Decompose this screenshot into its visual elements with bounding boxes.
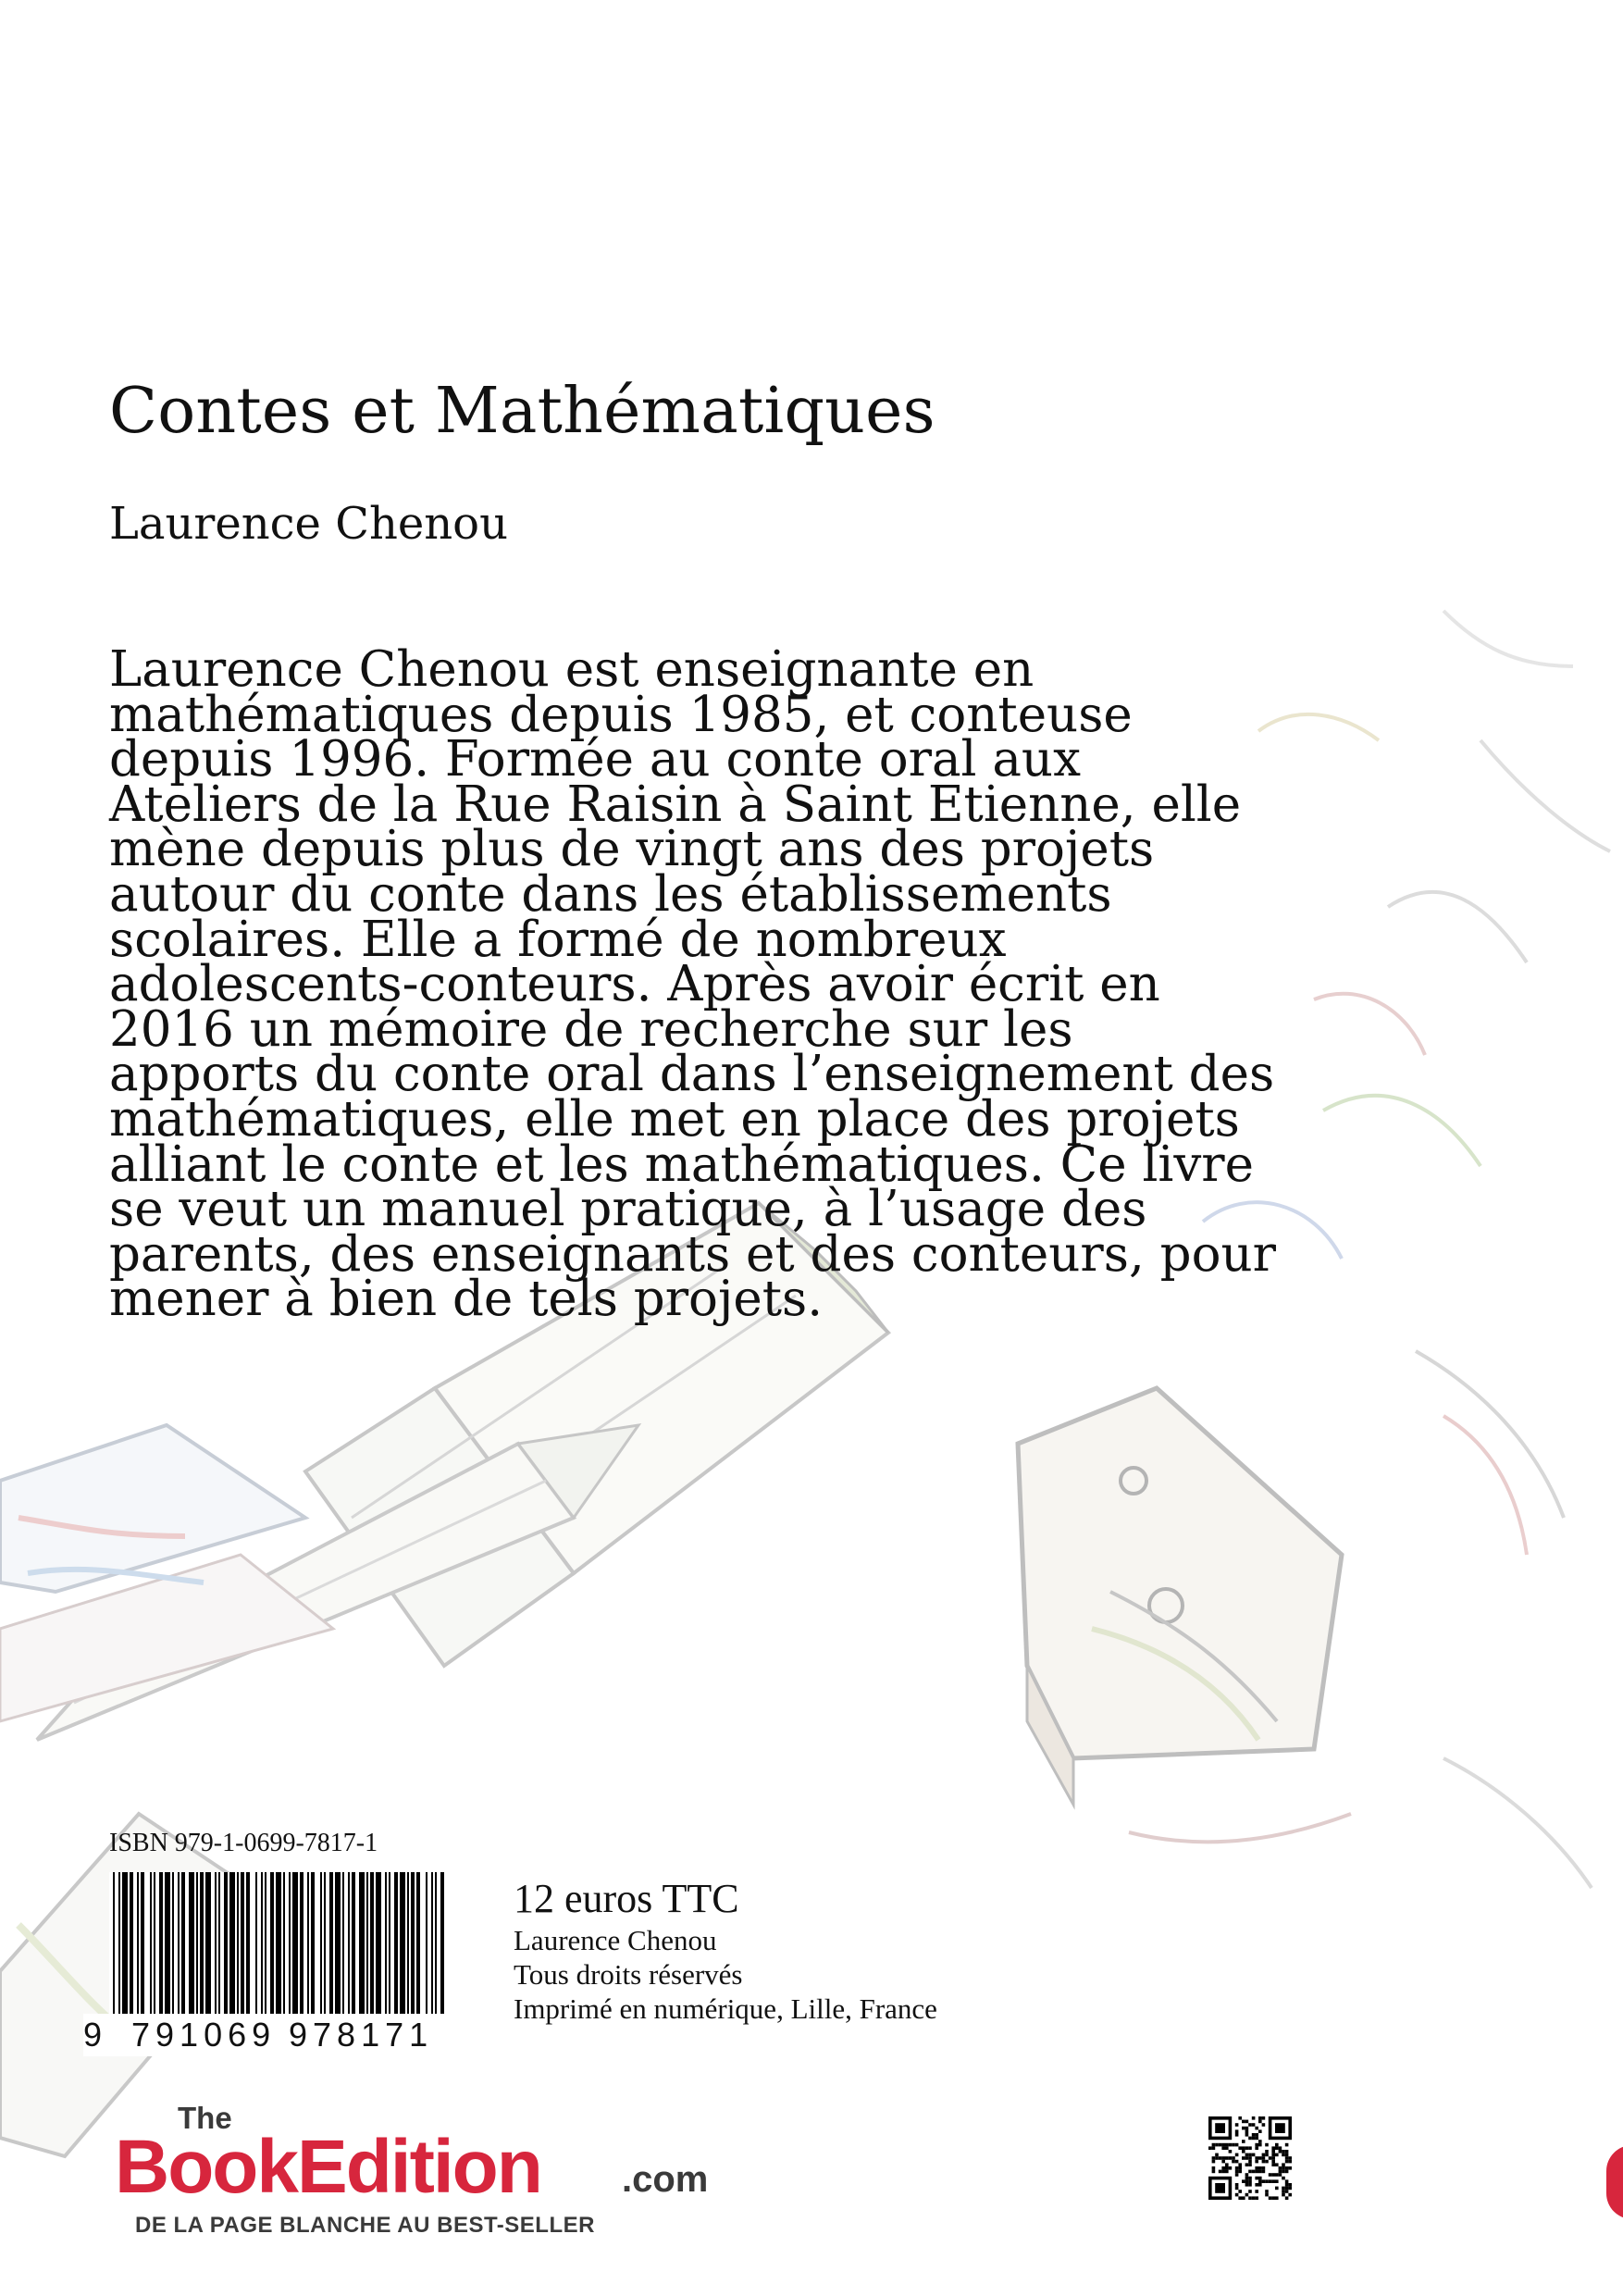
publication-info	[514, 1875, 937, 2026]
blurb-line: mathématiques, elle met en place des projets	[109, 1090, 1240, 1148]
logo-the: The	[178, 2101, 232, 2135]
barcode-digit-first: 9	[83, 2016, 103, 2054]
blurb-line: scolaires. Elle a formé de nombreux	[109, 911, 1007, 968]
blurb-line: 2016 un mémoire de recherche sur les	[109, 1000, 1073, 1058]
blurb-line: se veut un manuel pratique, à l’usage des	[109, 1181, 1147, 1238]
qr-code-icon	[1208, 2116, 1292, 2200]
blurb-line: autour du conte dans les établissements	[109, 865, 1112, 923]
price: 12 euros TTC	[514, 1876, 739, 1921]
blurb-line: Laurence Chenou est enseignante en	[109, 641, 1035, 698]
logo-tagline: DE LA PAGE BLANCHE AU BEST-SELLER	[135, 2213, 595, 2238]
barcode-digits-left: 791069	[131, 2016, 277, 2054]
logo-domain: .com	[622, 2159, 709, 2200]
print-location: Imprimé en numérique, Lille, France	[514, 1992, 937, 2025]
blurb-line: mène depuis plus de vingt ans des projets	[109, 821, 1155, 878]
blurb-line: apports du conte oral dans l’enseignement des	[109, 1046, 1275, 1103]
sharpener-sketch	[1018, 1388, 1342, 1805]
rights-statement: Tous droits réservés	[514, 1958, 743, 1991]
blurb-line: adolescents-conteurs. Après avoir écrit en	[109, 956, 1160, 1013]
copyright-holder: Laurence Chenou	[514, 1924, 717, 1956]
blurb-line: mener à bien de tels projets.	[109, 1271, 824, 1328]
barcode-icon	[109, 1872, 452, 2034]
blurb-line: parents, des enseignants et des conteurs, pour	[109, 1225, 1276, 1283]
logo-name: BookEdition	[115, 2125, 541, 2209]
blurb-line: mathématiques depuis 1985, et conteuse	[109, 686, 1133, 743]
blurb-line: alliant le conte et les mathématiques. Ce livre	[109, 1136, 1254, 1193]
blurb-line: depuis 1996. Formée au conte oral aux	[109, 731, 1081, 788]
isbn-label: ISBN 979-1-0699-7817-1	[109, 1829, 378, 1857]
blurb-line: Ateliers de la Rue Raisin à Saint Etienne, elle	[109, 776, 1242, 833]
book-author: Laurence Chenou	[109, 498, 508, 550]
book-title: Contes et Mathématiques	[109, 375, 935, 448]
barcode-digits-right: 978171	[289, 2016, 434, 2054]
barcode-digits	[83, 2014, 453, 2056]
author-blurb	[109, 641, 1276, 1328]
